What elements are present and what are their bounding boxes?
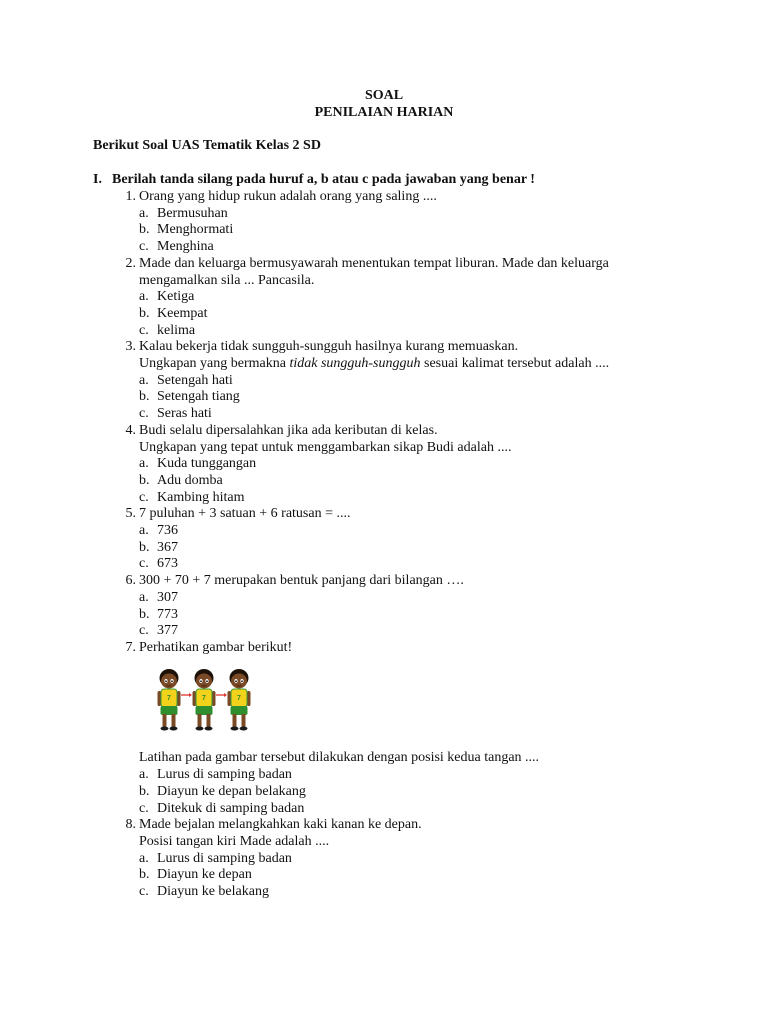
question-number: 5. [125,506,136,522]
option-c[interactable] [139,556,674,573]
arrow-icon [216,693,227,697]
option-c[interactable] [139,801,674,818]
question-number: 8. [125,817,136,833]
option-a[interactable] [139,851,674,868]
option-letter: a. [139,523,149,539]
option-text: 773 [157,606,178,622]
question-text: Posisi tangan kiri Made adalah .... [139,833,330,849]
page-subtitle: PENILAIAN HARIAN [314,105,454,120]
option-letter: b. [139,305,150,321]
option-letter: a. [139,205,149,221]
option-text: 377 [157,623,178,639]
question-text: 300 + 70 + 7 merupakan bentuk panjang dari bilangan …. [139,573,464,589]
question-text: Kalau bekerja tidak sungguh-sungguh hasilnya kurang memuaskan. [139,339,519,355]
option-text: Kuda tunggangan [157,456,257,472]
option-letter: b. [139,539,150,555]
section-instruction: Berilah tanda silang pada huruf a, b atau c pada jawaban yang benar ! [112,172,535,187]
option-b[interactable] [139,607,674,624]
question-text: 7 puluhan + 3 satuan + 6 ratusan = .... [139,506,351,522]
option-text: Bermusuhan [157,205,228,221]
question-number: 2. [125,255,136,271]
jersey-number: 7 [167,694,171,702]
section-heading [93,172,535,188]
arrow-icon [181,693,192,697]
question-number: 3. [125,339,136,355]
option-text: Diayun ke belakang [157,884,269,900]
option-letter: b. [139,472,150,488]
option-letter: c. [139,800,149,816]
option-c[interactable] [139,623,674,640]
question-text: Made dan keluarga bermusyawarah menentukan tempat liburan. Made dan keluarga [139,255,609,271]
option-text: 367 [157,539,178,555]
section-number: I. [93,172,102,187]
option-text: Diayun ke depan belakang [157,783,306,799]
question-number: 1. [125,189,136,204]
option-text: Diayun ke depan [157,867,252,883]
option-a[interactable] [139,373,674,390]
question-number: 7. [125,639,136,655]
option-text: Setengah hati [157,372,233,388]
option-text: Ketiga [157,289,195,305]
option-c[interactable] [139,884,674,901]
text-segment: Ungkapan yang bermakna [139,356,290,372]
option-b[interactable] [139,389,674,406]
question-text: Ungkapan yang tepat untuk menggambarkan sikap Budi adalah .... [139,439,512,455]
option-text: Menghormati [157,222,234,238]
option-text: kelima [157,322,196,338]
question-text: Latihan pada gambar tersebut dilakukan dengan posisi kedua tangan .... [139,750,540,766]
option-letter: a. [139,589,149,605]
option-a[interactable] [139,289,674,306]
question-7 [114,640,674,817]
question-text: mengamalkan sila ... Pancasila. [139,272,315,288]
option-letter: c. [139,489,149,505]
option-letter: a. [139,372,149,388]
question-number: 4. [125,422,136,438]
jersey-number: 7 [237,694,241,702]
option-text: 307 [157,589,178,605]
option-text: 736 [157,523,178,539]
option-letter: a. [139,850,149,866]
option-letter: c. [139,239,149,255]
option-text: Kambing hitam [157,489,245,505]
option-c[interactable] [139,239,674,256]
option-letter: b. [139,606,150,622]
option-c[interactable] [139,490,674,507]
question-2 [114,256,674,340]
question-1 [114,189,674,256]
option-a[interactable] [139,767,674,784]
question-5 [114,506,674,573]
question-4 [114,423,674,507]
option-letter: a. [139,456,149,472]
option-text: Seras hati [157,406,212,422]
option-b[interactable] [139,473,674,490]
option-letter: c. [139,322,149,338]
option-text: Adu domba [157,472,223,488]
option-text: Menghina [157,239,214,255]
question-text: Perhatikan gambar berikut! [139,639,293,655]
option-letter: b. [139,783,150,799]
option-b[interactable] [139,222,674,239]
option-letter: c. [139,556,149,572]
option-letter: c. [139,884,149,900]
italic-phrase: tidak sungguh-sungguh [289,356,421,372]
question-list [114,189,674,901]
question-number: 6. [125,573,136,589]
option-text: Ditekuk di samping badan [157,800,305,816]
page-title: SOAL [364,88,404,103]
option-letter: a. [139,289,149,305]
option-text: 673 [157,556,178,572]
option-c[interactable] [139,323,674,340]
option-a[interactable] [139,206,674,223]
question-text: Budi selalu dipersalahkan jika ada keributan di kelas. [139,422,438,438]
intro-heading: Berikut Soal UAS Tematik Kelas 2 SD [93,138,321,153]
question-6 [114,573,674,640]
jersey-number: 7 [202,694,206,702]
option-a[interactable] [139,523,674,540]
question-text: Orang yang hidup rukun adalah orang yang saling .... [139,189,437,204]
option-b[interactable] [139,306,674,323]
option-b[interactable] [139,867,674,884]
question-text [139,356,674,373]
walking-children-figure [149,665,259,735]
option-c[interactable] [139,406,674,423]
option-a[interactable] [139,590,674,607]
question-text: Made bejalan melangkahkan kaki kanan ke depan. [139,817,422,833]
option-text: Lurus di samping badan [157,767,292,783]
question-8 [114,817,674,901]
option-letter: b. [139,222,150,238]
text-segment: sesuai kalimat tersebut adalah .... [420,356,610,372]
option-text: Setengah tiang [157,389,240,405]
option-letter: b. [139,867,150,883]
option-a[interactable] [139,456,674,473]
option-letter: b. [139,389,150,405]
option-b[interactable] [139,540,674,557]
option-text: Keempat [157,305,208,321]
option-b[interactable] [139,784,674,801]
option-letter: c. [139,406,149,422]
question-3 [114,339,674,423]
option-text: Lurus di samping badan [157,850,292,866]
option-letter: c. [139,623,149,639]
option-letter: a. [139,767,149,783]
